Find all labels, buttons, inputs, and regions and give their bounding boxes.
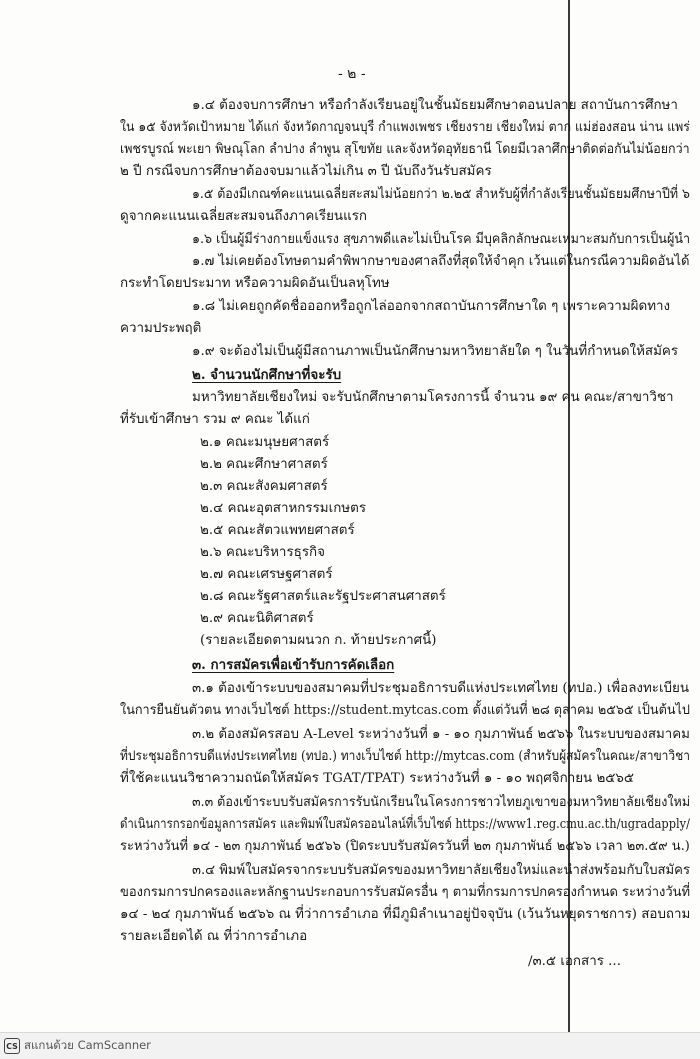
section-2-text-cont: ที่รับเข้าศึกษา รวม ๙ คณะ ได้แก่ bbox=[120, 412, 310, 427]
clause-1-4-cont: เพชรบูรณ์ พะเยา พิษณุโลก ลำปาง ลำพูน สุโขทัย และจังหวัดอุทัยธานี โดยมีเวลาศึกษาติดต่อกันไม่น้อยกว่า bbox=[120, 142, 690, 157]
clause-1-5: ๑.๕ ต้องมีเกณฑ์คะแนนเฉลี่ยสะสมไม่น้อยกว่า ๒.๒๕ สำหรับผู้ที่กำลังเรียนชั้นมัธยมศึกษาปีที่ ๖ bbox=[192, 187, 690, 202]
section-2-heading: ๒. จำนวนนักศึกษาที่จะรับ bbox=[192, 367, 342, 383]
clause-3-1: ๓.๑ ต้องเข้าระบบของสมาคมที่ประชุมอธิการบดีแห่งประเทศไทย (ทปอ.) เพื่อลงทะเบียน bbox=[192, 681, 690, 696]
clause-1-8-cont: ความประพฤติ bbox=[120, 321, 202, 336]
clause-3-3-cont: ระหว่างวันที่ ๑๔ - ๒๓ กุมภาพันธ์ ๒๕๖๖ (ปิดระบบรับสมัครวันที่ ๒๓ กุมภาพันธ์ ๒๕๖๖ เวลา ๒๓.๕๙ น.) bbox=[120, 839, 690, 854]
clause-3-3-cont: ดำเนินการกรอกข้อมูลการสมัคร และพิมพ์ใบสมัครออนไลน์ที่เว็บไซต์ https://www1.reg.cmu.ac.th/ugradapply/ bbox=[120, 817, 690, 832]
faculty-item: ๒.๗ คณะเศรษฐศาสตร์ bbox=[200, 567, 333, 582]
clause-1-5-cont: ดูจากคะแนนเฉลี่ยสะสมจนถึงภาคเรียนแรก bbox=[120, 209, 368, 224]
section-3-heading: ๓. การสมัครเพื่อเข้ารับการคัดเลือก bbox=[192, 657, 395, 673]
camscanner-footer bbox=[0, 1032, 700, 1059]
faculty-item: ๒.๖ คณะบริหารธุรกิจ bbox=[200, 545, 325, 560]
clause-3-4-cont: รายละเอียดได้ ณ ที่ว่าการอำเภอ bbox=[120, 929, 308, 944]
clause-1-7: ๑.๗ ไม่เคยต้องโทษตามคำพิพากษาของศาลถึงที่สุดให้จำคุก เว้นแต่ในกรณีความผิดอันได้ bbox=[192, 254, 690, 269]
camscanner-label: สแกนด้วย CamScanner bbox=[24, 1038, 151, 1052]
clause-1-7-cont: กระทำโดยประมาท หรือความผิดอันเป็นลหุโทษ bbox=[120, 276, 390, 291]
clause-1-6: ๑.๖ เป็นผู้มีร่างกายแข็งแรง สุขภาพดีและไม่เป็นโรค มีบุคลิกลักษณะเหมาะสมกับการเป็นผู้นำ bbox=[192, 232, 691, 247]
clause-3-2-cont: ที่ประชุมอธิการบดีแห่งประเทศไทย (ทปอ.) ทางเว็บไซต์ http://mytcas.com (สำหรับผู้สมัครในคณะ/สาขาวิชา bbox=[120, 749, 690, 764]
clause-1-4-cont: ๒ ปี กรณีจบการศึกษาต้องจบมาแล้วไม่เกิน ๓ ปี นับถึงวันรับสมัคร bbox=[120, 164, 492, 179]
clause-1-4-cont: ใน ๑๕ จังหวัดเป้าหมาย ได้แก่ จังหวัดกาญจนบุรี กำแพงเพชร เชียงราย เชียงใหม่ ตาก แม่ฮ่องสอน น่าน แพร่ bbox=[120, 120, 690, 135]
faculty-item: ๒.๒ คณะศึกษาศาสตร์ bbox=[200, 457, 328, 472]
next-page-marker: /๓.๕ เอกสาร ... bbox=[528, 954, 621, 969]
clause-1-9: ๑.๙ จะต้องไม่เป็นผู้มีสถานภาพเป็นนักศึกษามหาวิทยาลัยใด ๆ ในวันที่กำหนดให้สมัคร bbox=[192, 344, 679, 359]
faculty-item: ๒.๕ คณะสัตวแพทยศาสตร์ bbox=[200, 523, 355, 538]
clause-1-8: ๑.๘ ไม่เคยถูกคัดชื่อออกหรือถูกไล่ออกจากสถาบันการศึกษาใด ๆ เพราะความผิดทาง bbox=[192, 299, 671, 314]
clause-3-2-cont: ที่ใช้คะแนนวิชาความถนัดให้สมัคร TGAT/TPAT) ระหว่างวันที่ ๑ - ๑๐ พฤศจิกายน ๒๕๖๕ bbox=[120, 771, 635, 786]
clause-3-2: ๓.๒ ต้องสมัครสอบ A-Level ระหว่างวันที่ ๑ - ๑๐ กุมภาพันธ์ ๒๕๖๖ ในระบบของสมาคม bbox=[192, 727, 690, 742]
faculty-item: ๒.๑ คณะมนุษยศาสตร์ bbox=[200, 435, 330, 450]
clause-3-3: ๓.๓ ต้องเข้าระบบรับสมัครการรับนักเรียนในโครงการชาวไทยภูเขาของมหาวิทยาลัยเชียงใหม่ bbox=[192, 795, 691, 810]
faculty-item: ๒.๙ คณะนิติศาสตร์ bbox=[200, 611, 314, 626]
section-2-text: มหาวิทยาลัยเชียงใหม่ จะรับนักศึกษาตามโครงการนี้ จำนวน ๑๙ คน คณะ/สาขาวิชา bbox=[192, 390, 674, 405]
clause-3-1-cont: ในการยืนยันตัวตน ทางเว็บไซต์ https://student.mytcas.com ตั้งแต่วันที่ ๒๘ ตุลาคม ๒๕๖๕ เป็นต้นไป bbox=[120, 703, 690, 718]
faculty-item: ๒.๓ คณะสังคมศาสตร์ bbox=[200, 479, 328, 494]
clause-3-4-cont: ของกรมการปกครองและหลักฐานประกอบการรับสมัครอื่น ๆ ตามที่กรมการปกครองกำหนด ระหว่างวันที่ bbox=[120, 885, 691, 900]
clause-1-4: ๑.๔ ต้องจบการศึกษา หรือกำลังเรียนอยู่ในชั้นมัธยมศึกษาตอนปลาย สถาบันการศึกษา bbox=[192, 98, 678, 113]
faculty-item: ๒.๔ คณะอุตสาหกรรมเกษตร bbox=[200, 501, 367, 516]
clause-3-4: ๓.๔ พิมพ์ใบสมัครจากระบบรับสมัครของมหาวิทยาลัยเชียงใหม่และนำส่งพร้อมกับใบสมัคร bbox=[192, 863, 691, 878]
clause-3-4-cont: ๑๔ - ๒๔ กุมภาพันธ์ ๒๕๖๖ ณ ที่ว่าการอำเภอ ที่มีภูมิลำเนาอยู่ปัจจุบัน (เว้นวันหยุดราชการ) สอบถาม bbox=[120, 907, 691, 922]
page-number: - ๒ - bbox=[338, 66, 366, 82]
faculty-note: (รายละเอียดตามผนวก ก. ท้ายประกาศนี้) bbox=[200, 633, 437, 648]
faculty-item: ๒.๘ คณะรัฐศาสตร์และรัฐประศาสนศาสตร์ bbox=[200, 589, 446, 604]
camscanner-logo-icon: CS bbox=[4, 1038, 20, 1054]
